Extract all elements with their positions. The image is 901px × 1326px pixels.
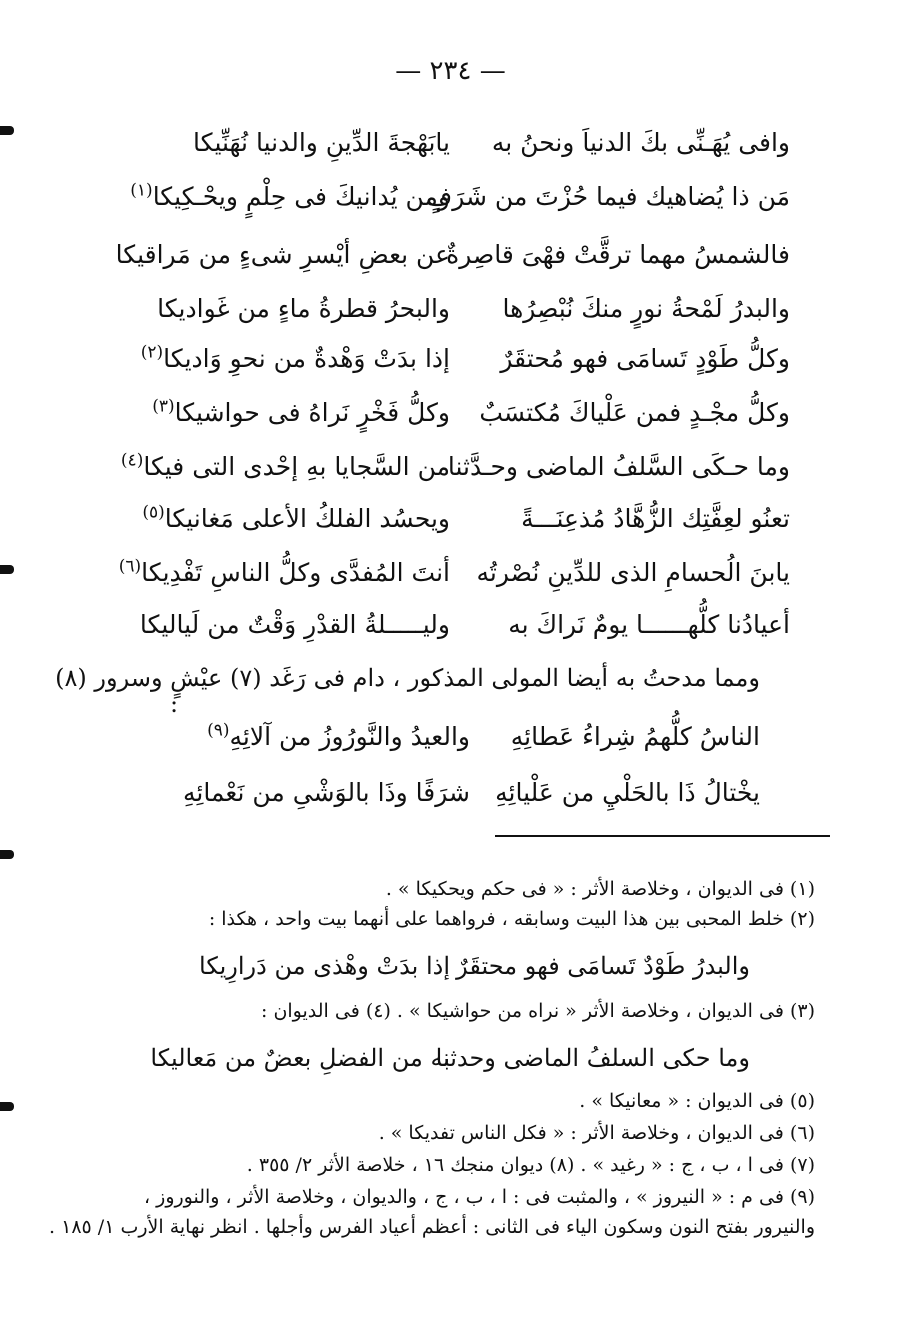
verse-line xyxy=(110,494,790,544)
verse-first-hemistich: وما حـكَى السَّلفُ الماضى وحـدَّثنا xyxy=(447,452,790,481)
verse-line xyxy=(110,442,790,492)
verse-line xyxy=(110,334,790,384)
verse-line xyxy=(110,548,790,598)
verse-first-hemistich: تعنُو لعِفَّتِك الزُّهَّادُ مُذعِنَـــةً xyxy=(521,504,790,533)
footnote: والنيرور بفتح النون وسكون الياء فى الثانى : أعظم أعياد الفرس وأجلها . انظر نهاية الأرب ١/ ١٨٥ . xyxy=(49,1216,815,1238)
verse-second-hemistich: عن بعضِ أيْسرِ شىءٍ من مَراقيكا xyxy=(115,240,450,269)
prose-intro-colon: : xyxy=(170,690,179,718)
footnote-marker: (٢) xyxy=(140,342,164,363)
margin-mark xyxy=(0,1102,14,1111)
verse-first-hemistich: يابنَ الُحسامِ الذى للدِّينِ نُصْرتُه xyxy=(476,558,790,587)
footnote-verse xyxy=(160,944,750,988)
verse-first-hemistich: أعيادُنا كلُّهــــــا يومٌ نَراكَ به xyxy=(508,610,790,639)
footnote-marker: (٩) xyxy=(207,720,230,741)
verse-line xyxy=(170,768,760,818)
footnote: (٢) خلط المحبى بين هذا البيت وسابقه ، فرواهما على أنهما بيت واحد ، هكذا : xyxy=(208,908,815,930)
verse-line xyxy=(170,712,760,762)
footnote-verse xyxy=(150,1036,750,1080)
footnote: (٧) فى ا ، ب ، ج : « رغيد » . (٨) ديوان منجك ١٦ ، خلاصة الأثر ٢/ ٣٥٥ . xyxy=(246,1154,815,1176)
verse-first-hemistich: وكلُّ مجْـدٍ فمن عَلْياكَ مُكتسَبٌ xyxy=(479,398,790,427)
verse-second-hemistich: ومن يُدانيكَ فى حِلْمٍ ويحْـكِيكا$^{(١)}$ xyxy=(130,180,450,211)
footnote-marker: (٥) xyxy=(142,502,165,523)
verse-second-hemistich: ويحسُد الفلكُ الأعلى مَغانيكا$^{(٥)}$ xyxy=(142,502,450,533)
verse-second-hemistich: يابَهْجةَ الدِّينِ والدنيا نُهَنِّيكا xyxy=(193,128,450,157)
footnote-marker: (٣) xyxy=(152,396,175,417)
margin-mark xyxy=(0,850,14,859)
verse-line xyxy=(110,600,790,650)
verse-second-hemistich: والبحرُ قطرةُ ماءٍ من غَواديكا xyxy=(157,294,450,323)
footnote: (٣) فى الديوان ، وخلاصة الأثر « نراه من حواشيكا » . (٤) فى الديوان : xyxy=(261,1000,815,1022)
verse-second-hemistich: به من الفضلِ بعضٌ من مَعاليكا xyxy=(150,1044,450,1072)
verse-first-hemistich: وكلُّ طَوْدٍ تَسامَى فهو مُحتقَرٌ xyxy=(500,344,790,373)
verse-second-hemistich: وكلُّ فَخْرٍ نَراهُ فى حواشيكا$^{(٣)}$ xyxy=(152,396,450,427)
verse-first-hemistich: والبدرُ طَوْدٌ تَسامَى فهو محتقَرٌ xyxy=(456,952,750,980)
footnote: (٩) فى م : « النيروز » ، والمثبت فى : ا ، ب ، ج ، والديوان ، وخلاصة الأثر ، والنوروز ، xyxy=(143,1186,815,1208)
verse-line xyxy=(110,388,790,438)
margin-mark xyxy=(0,126,14,135)
footnote: (٥) فى الديوان : « معانيكا » . xyxy=(579,1090,815,1112)
verse-first-hemistich: يخْتالُ ذَا بالحَلْيِ من عَلْيائِهِ xyxy=(495,778,760,807)
verse-line xyxy=(110,284,790,334)
verse-line xyxy=(110,172,790,222)
verse-first-hemistich: مَن ذا يُضاهيك فيما حُزْتَ من شَرَفٍ xyxy=(426,182,790,211)
verse-first-hemistich: فالشمسُ مهما ترقَّتْ فهْىَ قاصِرةٌ xyxy=(446,240,790,269)
verse-line xyxy=(110,230,790,280)
footnote: (٦) فى الديوان ، وخلاصة الأثر : « فكل الناس تفديكا » . xyxy=(378,1122,815,1144)
page-number: — ٢٣٤ — xyxy=(395,56,506,86)
footnote-marker: (١) xyxy=(130,180,153,201)
footnote-marker: (٦) xyxy=(118,556,142,577)
margin-mark xyxy=(0,565,14,574)
verse-second-hemistich: شرَفًا وذَا بالوَشْىِ من نَعْمائِهِ xyxy=(182,778,470,807)
verse-second-hemistich: وليـــــلةُ القدْرِ وَقْتٌ من لَياليكا xyxy=(139,610,450,639)
footnote-marker: (٤) xyxy=(120,450,144,471)
footnote: (١) فى الديوان ، وخلاصة الأثر : « فى حكم ويحكيكا » . xyxy=(385,878,815,900)
verse-first-hemistich: وما حكى السلفُ الماضى وحدثنا xyxy=(435,1044,750,1072)
verse-second-hemistich: إذا بدَتْ وهْذى من دَرارِيكا xyxy=(199,952,450,980)
footnote-separator xyxy=(495,835,830,837)
verse-second-hemistich: والعيدُ والنَّورُوزُ من آلائِهِ$^{(٩)}$ xyxy=(207,720,470,751)
verse-first-hemistich: الناسُ كلُّهمُ شِراءُ عَطائِهِ xyxy=(510,722,760,751)
verse-second-hemistich: أنتَ المُفدَّى وكلُّ الناسِ تَفْدِيكا$^{(٦)}$ xyxy=(118,556,450,587)
prose-intro-line: ومما مدحتُ به أيضا المولى المذكور ، دام فى رَغَد (٧) عيْشٍ وسرور (٨) xyxy=(55,664,760,692)
verse-line xyxy=(110,118,790,168)
verse-second-hemistich: من السَّجايا بهِ إحْدى التى فيكا$^{(٤)}$ xyxy=(120,450,450,481)
verse-first-hemistich: والبدرُ لَمْحةُ نورٍ منكَ نُبْصِرُها xyxy=(502,294,790,323)
verse-second-hemistich: إذا بدَتْ وَهْدةٌ من نحوِ وَاديكا$^{(٢)}$ xyxy=(140,342,450,373)
verse-first-hemistich: وافى يُهَـنِّى بكَ الدنياَ ونحنُ به xyxy=(491,128,790,157)
